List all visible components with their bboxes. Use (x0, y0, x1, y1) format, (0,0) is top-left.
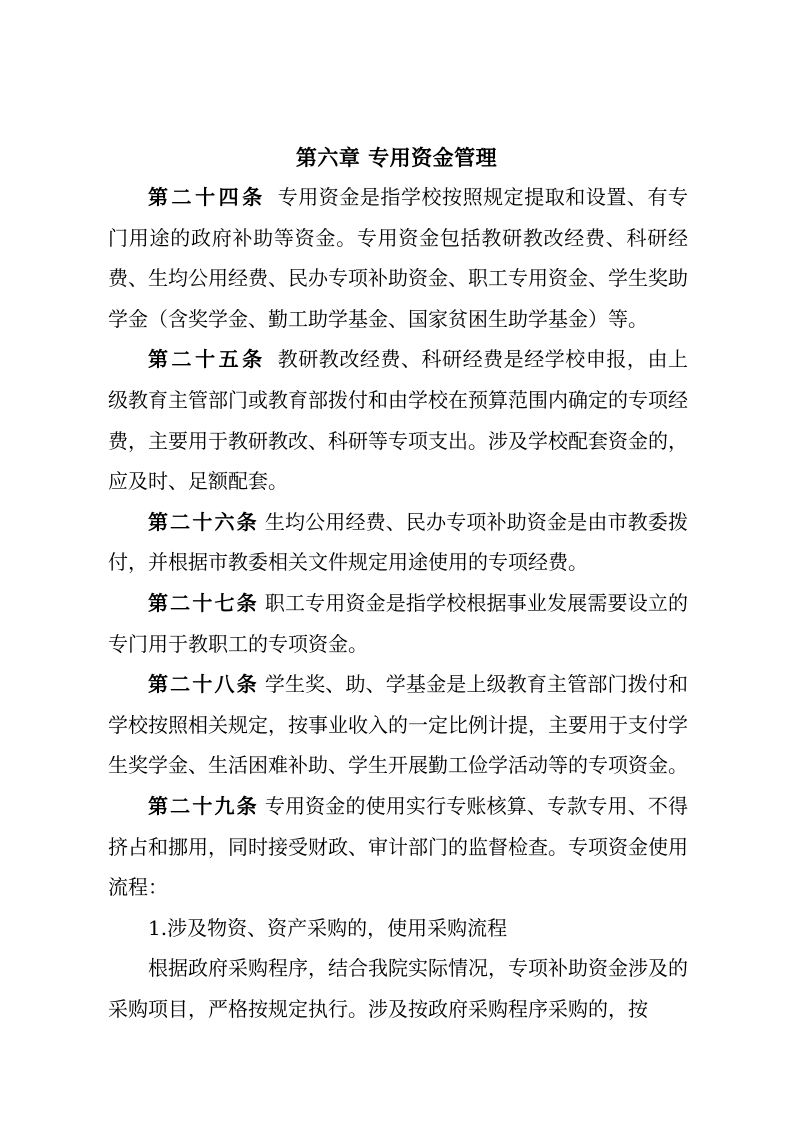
article-24 (108, 177, 688, 339)
document-body (108, 177, 688, 1029)
article-29 (108, 786, 688, 908)
article-25-heading: 第二十五条 (148, 347, 266, 372)
article-25 (108, 339, 688, 501)
article-26-heading: 第二十六条 (148, 509, 259, 534)
article-27-text: 职工专用资金是指学校根据事业发展需要设立的专门用于教职工的专项资金。 (108, 590, 689, 656)
article-24-heading: 第二十四条 (148, 185, 266, 209)
final-paragraph: 根据政府采购程序，结合我院实际情况，专项补助资金涉及的采购项目，严格按规定执行。涉及按政府采购程序采购的，按 (108, 956, 688, 1021)
subsection-heading: 1.涉及物资、资产采购的，使用采购流程 (148, 915, 508, 940)
article-28-text: 学生奖、助、学基金是上级教育主管部门拨付和学校按照相关规定，按事业收入的一定比例计提，主要用于支付学生奖学金、生活困难补助、学生开展勤工俭学活动等的专项资金。 (108, 672, 689, 778)
article-26 (108, 502, 688, 583)
article-28 (108, 664, 688, 786)
article-24-text: 专用资金是指学校按照规定提取和设置、有专门用途的政府补助等资金。专用资金包括教研教改经费、科研经费、生均公用经费、民办专项补助资金、职工专用资金、学生奖助学金（含奖学金、勤工助学基金、国家贫困生助学基金）等。 (108, 185, 689, 331)
article-29-text: 专用资金的使用实行专账核算、专款专用、不得挤占和挪用，同时接受财政、审计部门的监督检查。专项资金使用流程： (108, 793, 689, 900)
chapter-title: 第六章 专用资金管理 (295, 146, 498, 170)
article-25-text: 教研教改经费、科研经费是经学校申报，由上级教育主管部门或教育部拨付和由学校在预算范围内确定的专项经费，主要用于教研教改、科研等专项支出。涉及学校配套资金的，应及时、足额配套。 (108, 347, 689, 494)
article-27-heading: 第二十七条 (148, 590, 259, 615)
article-29-heading: 第二十九条 (148, 793, 259, 818)
article-27 (108, 583, 688, 664)
article-26-text: 生均公用经费、民办专项补助资金是由市教委拨付，并根据市教委相关文件规定用途使用的专项经费。 (108, 509, 689, 575)
article-28-heading: 第二十八条 (148, 672, 259, 697)
